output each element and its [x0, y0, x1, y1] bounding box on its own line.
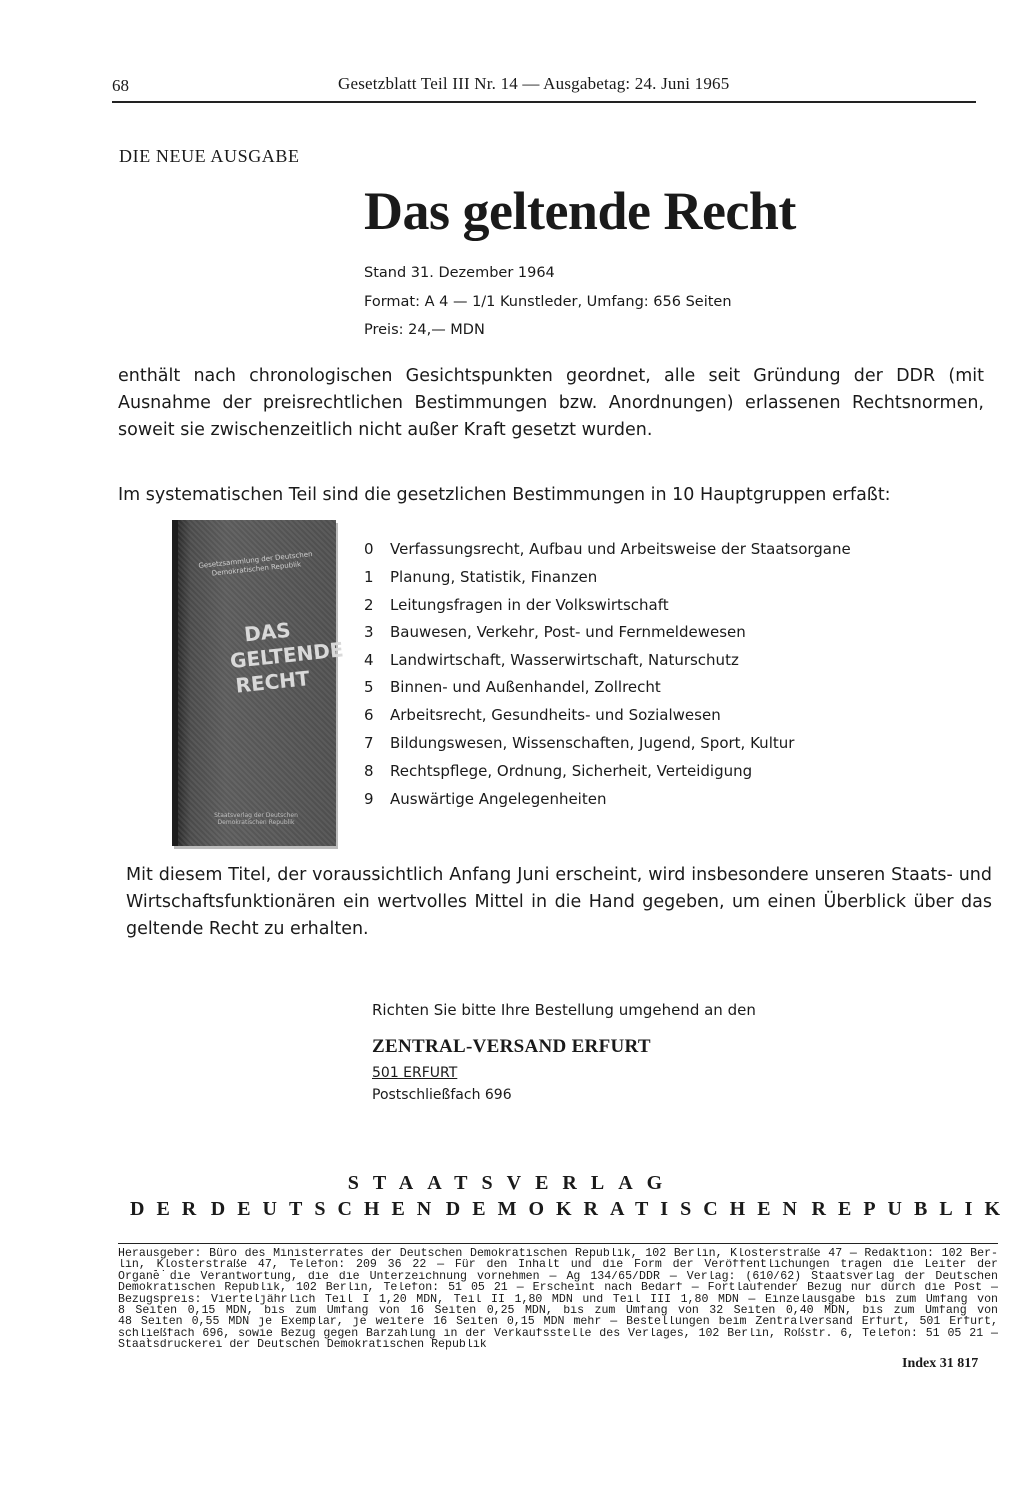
advert-price: Preis: 24,— MDN [364, 322, 485, 338]
book-cover-title: DAS GELTENDE RECHT [228, 617, 345, 698]
list-item [364, 596, 669, 618]
list-item-label: Verfassungsrecht, Aufbau und Arbeitsweise der Staatsorgane [390, 540, 851, 558]
book-cover-header: Gesetzsammlung der Deutschen Demokratischen Republik [198, 550, 313, 578]
advert-intro: enthält nach chronologischen Gesichtspunkten geordnet, alle seit Gründung der DDR (mit Ausnahme der preisrechtlichen Bestimmungen bzw. Anordnungen) erlassenen Rechtsnormen, soweit sie zwischenzeitlich nicht außer Kraft gesetzt wurden. [118, 366, 984, 440]
book-cover-image [172, 520, 345, 846]
list-item-number: 2 [364, 596, 374, 614]
advert-kicker: DIE NEUE AUSGABE [119, 146, 300, 166]
list-item-number: 3 [364, 623, 374, 641]
versand-name: ZENTRAL-VERSAND ERFURT [372, 1036, 651, 1057]
header-rule [112, 101, 976, 103]
list-item [364, 706, 721, 728]
publisher-country [130, 1198, 1012, 1221]
list-item [364, 568, 597, 590]
list-item-label: Planung, Statistik, Finanzen [390, 568, 598, 586]
list-item-number: 8 [364, 762, 374, 780]
list-item-number: 4 [364, 651, 374, 669]
list-item [364, 678, 661, 700]
list-item-label: Binnen- und Außenhandel, Zollrecht [390, 678, 661, 696]
list-item-label: Rechtspflege, Ordnung, Sicherheit, Verteidigung [390, 762, 753, 780]
list-item-label: Auswärtige Angelegenheiten [390, 790, 607, 808]
publisher-word: DEUTSCHEN [210, 1198, 444, 1220]
list-item-number: 5 [364, 678, 374, 696]
imprint-line: Herausgeber: Büro des Ministerrates der Deutschen Demokratischen Republik, 102 Berlin, Klosterstraße 47 — Redaktion: 102 Ber- [118, 1248, 998, 1260]
list-item-number: 0 [364, 540, 374, 558]
versand-city: 501 ERFURT [372, 1065, 458, 1081]
list-item-number: 7 [364, 734, 374, 752]
index-number: Index 31 817 [902, 1356, 979, 1371]
list-item [364, 734, 794, 756]
publisher-word: REPUBLIK [811, 1198, 1012, 1220]
advert-stand: Stand 31. Dezember 1964 [364, 265, 555, 281]
advert-format: Format: A 4 — 1/1 Kunstleder, Umfang: 656 Seiten [364, 294, 732, 310]
list-item [364, 762, 752, 784]
publisher-word: DEMOKRATISCHEN [445, 1198, 809, 1220]
list-item-label: Leitungsfragen in der Volkswirtschaft [390, 596, 669, 614]
advert-closing: Mit diesem Titel, der voraussichtlich Anfang Juni erscheint, wird insbesondere unseren Staats- und Wirtschaftsfunktionären ein wertvolles Mittel in die Hand gegeben, um einen Überblick über das geltende Recht zu erhalten. [126, 865, 992, 939]
imprint-line: 48 Seiten 0,55 MDN je Exemplar, je weitere 16 Seiten 0,15 MDN mehr — Bestellungen beim Zentralversand Erfurt, 501 Erfurt, [118, 1316, 998, 1328]
list-item [364, 623, 746, 645]
list-item [364, 651, 739, 673]
page-number: 68 [112, 76, 129, 95]
imprint-line: 8 Seiten 0,15 MDN, bis zum Umfang von 16 Seiten 0,25 MDN, bis zum Umfang von 32 Seiten 0,40 MDN, bis zum Umfang von [118, 1304, 998, 1317]
list-item-label: Bildungswesen, Wissenschaften, Jugend, Sport, Kultur [390, 734, 795, 752]
imprint-line: Organe die Verantwortung, die die Unterzeichnung vornehmen — Ag 134/65/DDR — Verlag: (610/62) Staatsverlag der Deutschen [118, 1270, 998, 1283]
imprint [118, 1248, 998, 1351]
list-item-number: 9 [364, 790, 374, 808]
imprint-line: Bezugspreis: Vierteljährlich Teil I 1,20 MDN, Teil II 1,80 MDN und Teil III 1,80 MDN — Einzelausgabe bis zum Umfang von [118, 1293, 998, 1305]
imprint-line: Demokratischen Republik, 102 Berlin, Telefon: 51 05 21 — Erscheint nach Bedarf — Fortlaufender Bezug nur durch die Post — [118, 1282, 998, 1294]
book-cover-footer: Staatsverlag der Deutschen Demokratischen Republik [214, 812, 298, 826]
list-item-number: 1 [364, 568, 374, 586]
list-item-label: Arbeitsrecht, Gesundheits- und Sozialwesen [390, 706, 721, 724]
imprint-line: lin, Klosterstraße 47, Telefon: 209 36 22 — Für den Inhalt und die Form der Veröffentlichungen tragen die Leiter der [118, 1259, 998, 1271]
publisher-word: DER [130, 1198, 209, 1220]
list-item-label: Landwirtschaft, Wasserwirtschaft, Naturschutz [390, 651, 739, 669]
versand-postbox: Postschließfach 696 [372, 1087, 512, 1103]
imprint-rule [118, 1243, 998, 1244]
list-item [364, 790, 606, 812]
advert-title: Das geltende Recht [364, 181, 796, 241]
imprint-line: schließfach 696, sowie Bezug gegen Barzahlung in der Verkaufsstelle des Verlages, 102 Berlin, Roßstr. 6, Telefon: 51 05 21 — [118, 1327, 998, 1340]
groups-intro: Im systematischen Teil sind die gesetzlichen Bestimmungen in 10 Hauptgruppen erfaßt: [118, 485, 891, 505]
publisher-name: STAATSVERLAG [347, 1172, 677, 1194]
imprint-line: Staatsdruckerei der Deutschen Demokratischen Republik [118, 1339, 487, 1351]
running-head: Gesetzblatt Teil III Nr. 14 — Ausgabetag: 24. Juni 1965 [338, 74, 730, 93]
order-instruction: Richten Sie bitte Ihre Bestellung umgehend an den [372, 1001, 756, 1019]
list-item [364, 540, 851, 562]
list-item-number: 6 [364, 706, 374, 724]
list-item-label: Bauwesen, Verkehr, Post- und Fernmeldewesen [390, 623, 746, 641]
